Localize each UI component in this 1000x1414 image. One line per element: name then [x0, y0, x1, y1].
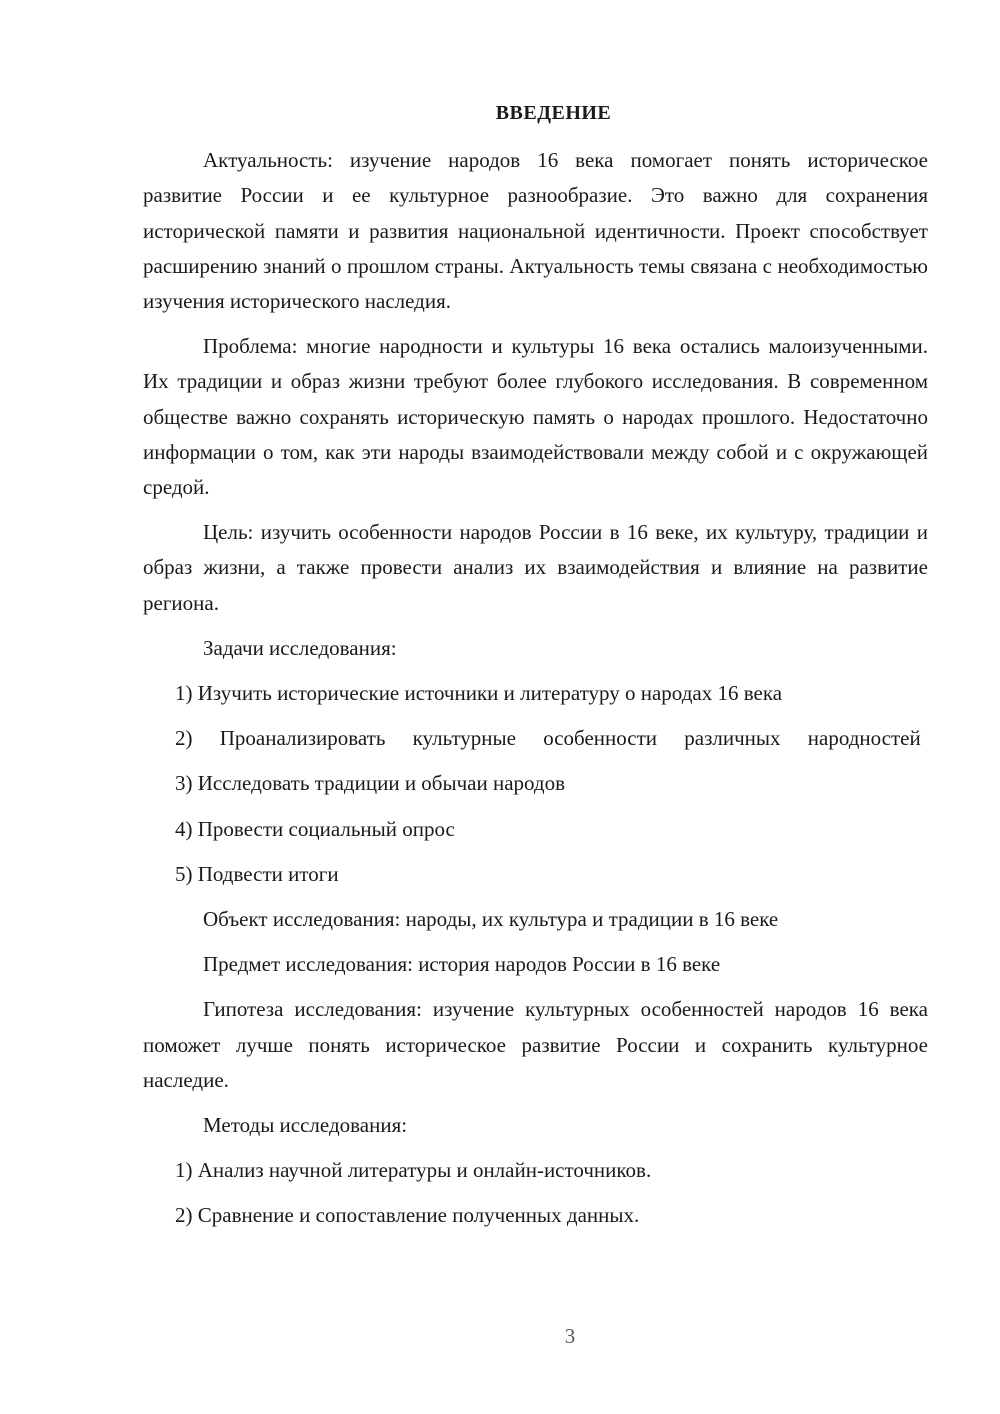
object-line: Объект исследования: народы, их культура и традиции в 16 веке: [203, 907, 779, 932]
hypothesis-paragraph: Гипотеза исследования: изучение культурных особенностей народов 16 века поможет лучше понять историческое развитие России и сохранить культурное наследие.: [143, 997, 928, 1092]
document-title: ВВЕДЕНИЕ: [495, 102, 612, 124]
task-item: 5) Подвести итоги: [175, 861, 339, 886]
document-page: [143, 96, 928, 1244]
task-item: 3) Исследовать традиции и обычаи народов: [175, 771, 566, 796]
goal-paragraph: Цель: изучить особенности народов России в 16 веке, их культуру, традиции и образ жизни, а также провести анализ их взаимодействия и влияние на развитие региона.: [143, 520, 928, 615]
method-item: 1) Анализ научной литературы и онлайн-источников.: [175, 1158, 652, 1183]
relevance-paragraph: Актуальность: изучение народов 16 века помогает понять историческое развитие России и ее культурное разнообразие. Это важно для сохранения исторической памяти и развития национальной идентичности. Проект способствует расширению знаний о прошлом страны. Актуальность темы связана с необходимостью изучения исторического наследия.: [143, 148, 928, 314]
methods-heading: Методы исследования:: [203, 1113, 408, 1138]
method-item: 2) Сравнение и сопоставление полученных данных.: [175, 1203, 640, 1228]
tasks-heading: Задачи исследования:: [203, 635, 397, 660]
problem-paragraph: Проблема: многие народности и культуры 16 века остались малоизученными. Их традиции и образ жизни требуют более глубокого исследования. В современном обществе важно сохранять историческую память о народах прошлого. Недостаточно информации о том, как эти народы взаимодействовали между собой и с окружающей средой.: [143, 334, 928, 500]
task-item: 1) Изучить исторические источники и литературу о народах 16 века: [175, 681, 783, 706]
task-item: 2) Проанализировать культурные особенности различных народностей: [175, 726, 921, 751]
page-number: 3: [564, 1324, 576, 1348]
subject-line: Предмет исследования: история народов России в 16 веке: [203, 952, 721, 977]
task-item: 4) Провести социальный опрос: [175, 816, 455, 841]
